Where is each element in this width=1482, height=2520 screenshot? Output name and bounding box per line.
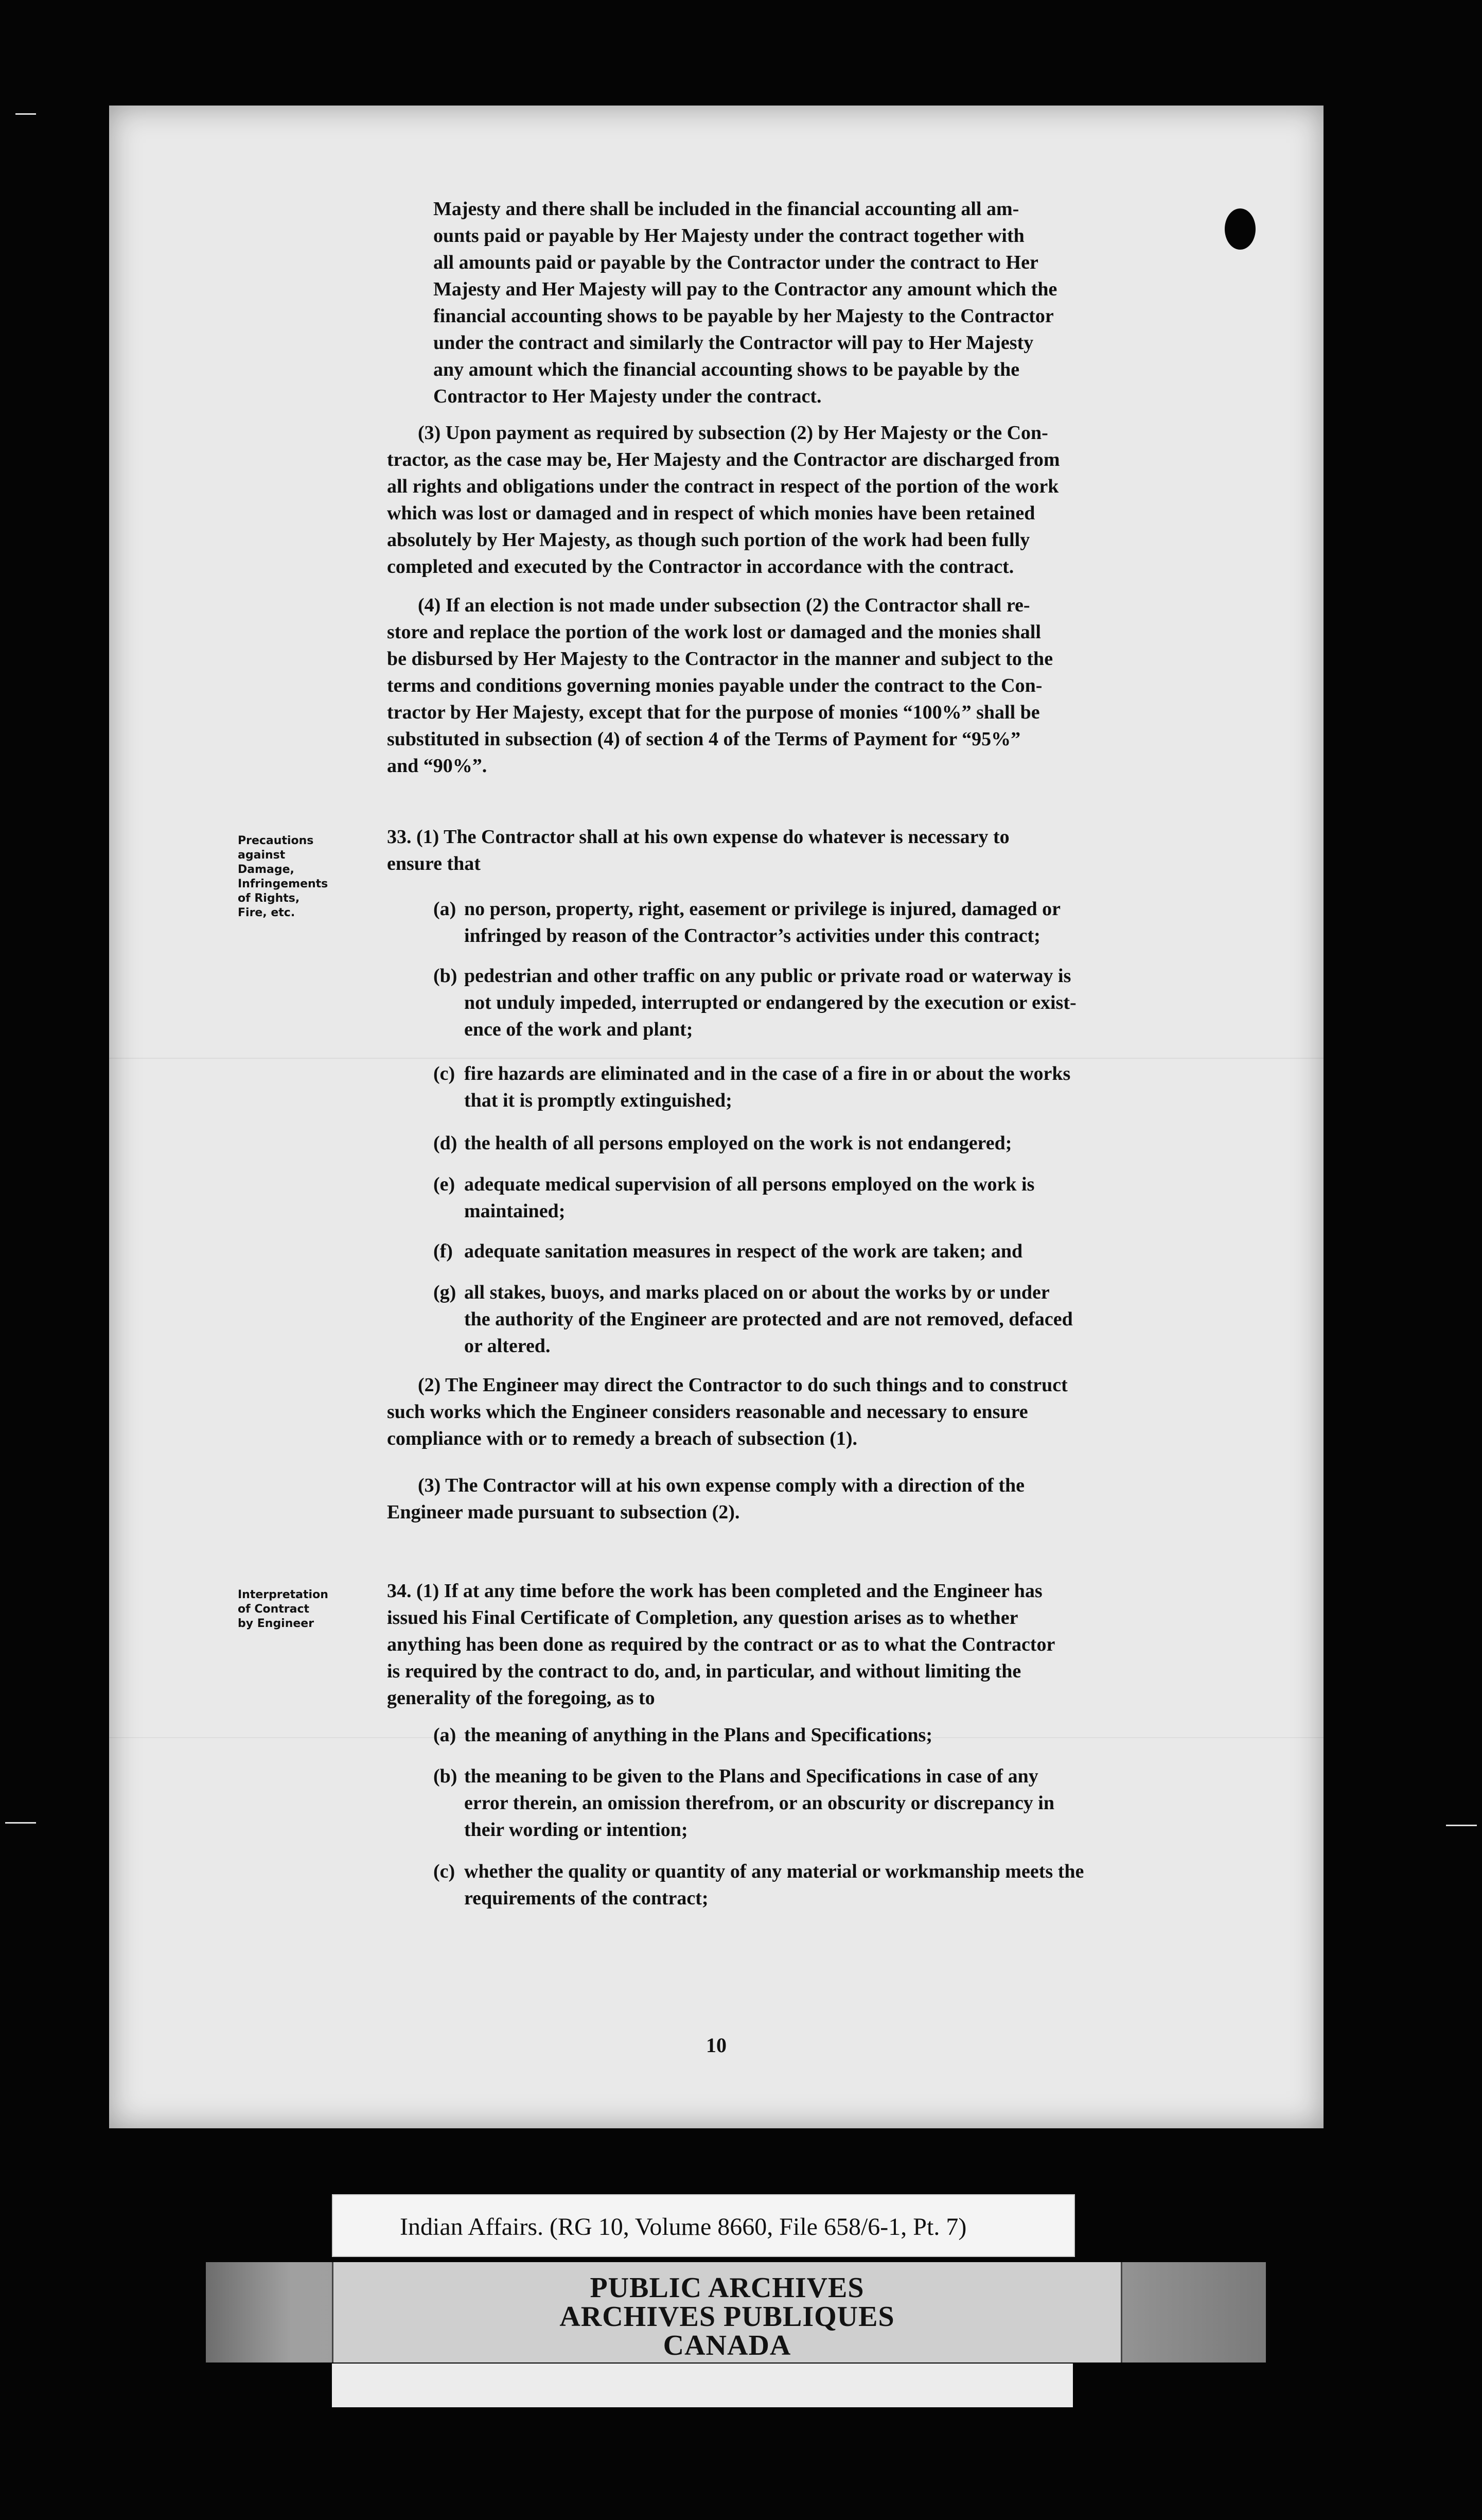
text-line: (4) If an election is not made under subsection (2) the Contractor shall re- [418, 594, 1030, 616]
text-line: such works which the Engineer considers reasonable and necessary to ensure [387, 1401, 1028, 1423]
margin-note-line: Interpretation [238, 1588, 328, 1601]
paragraph-4 [387, 592, 1293, 779]
archive-reference-text: Indian Affairs. (RG 10, Volume 8660, File 658/6-1, Pt. 7) [400, 2213, 967, 2241]
text-line: is required by the contract to do, and, in particular, and without limiting the [387, 1660, 1021, 1682]
item-text [464, 1060, 1293, 1114]
item-letter: (b) [433, 965, 457, 987]
archive-stamp [332, 2262, 1122, 2362]
stamp-line: ARCHIVES PUBLIQUES [559, 2301, 895, 2333]
item-text [464, 962, 1293, 1043]
item-letter: (a) [433, 1724, 456, 1746]
text-line: adequate sanitation measures in respect of the work are taken; and [464, 1240, 1023, 1262]
item-text [464, 1171, 1293, 1224]
margin-note-line: against [238, 849, 286, 862]
item-text [464, 1130, 1293, 1157]
text-line: terms and conditions governing monies payable under the contract to the Con- [387, 675, 1043, 696]
margin-note-line: by Engineer [238, 1617, 314, 1630]
margin-note-line: Fire, etc. [238, 906, 295, 919]
margin-note-line: of Contract [238, 1603, 310, 1616]
stamp-line: PUBLIC ARCHIVES [590, 2272, 864, 2304]
archive-stamp-band [206, 2262, 1266, 2362]
film-edge-mark [15, 113, 36, 115]
section-33-items [433, 896, 1293, 1441]
text-line: compliance with or to remedy a breach of subsection (1). [387, 1428, 858, 1449]
section-33-subsection-3 [387, 1472, 1293, 1526]
text-line: generality of the foregoing, as to [387, 1687, 655, 1709]
document-page [109, 106, 1324, 2128]
text-line: whether the quality or quantity of any material or workmanship meets the [464, 1861, 1084, 1882]
text-line: (3) The Contractor will at his own expense comply with a direction of the [418, 1475, 1025, 1496]
section-33-subsection-2 [387, 1372, 1293, 1452]
text-line: which was lost or damaged and in respect of which monies have been retained [387, 502, 1035, 524]
text-line: the meaning of anything in the Plans and Specifications; [464, 1724, 932, 1746]
text-line: no person, property, right, easement or privilege is injured, damaged or [464, 898, 1061, 920]
text-line: all rights and obligations under the contract in respect of the portion of the work [387, 476, 1059, 497]
text-line: Contractor to Her Majesty under the contract. [433, 386, 822, 407]
text-line: requirements of the contract; [464, 1887, 709, 1909]
text-line: under the contract and similarly the Contractor will pay to Her Majesty [433, 332, 1034, 354]
item-letter: (g) [433, 1282, 456, 1303]
archive-label-base [332, 2364, 1073, 2407]
section-33-intro [387, 824, 1293, 877]
text-line: any amount which the financial accounting shows to be payable by the [433, 359, 1020, 380]
text-line: ence of the work and plant; [464, 1019, 693, 1040]
margin-note-line: Damage, [238, 863, 294, 876]
item-letter: (e) [433, 1174, 455, 1195]
text-line: or altered. [464, 1335, 551, 1357]
text-line: the meaning to be given to the Plans and Specifications in case of any [464, 1765, 1038, 1787]
text-line: maintained; [464, 1200, 566, 1222]
item-text [464, 1279, 1293, 1359]
text-line: that it is promptly extinguished; [464, 1090, 732, 1111]
margin-note-section-33 [238, 834, 356, 920]
text-line: the health of all persons employed on the work is not endangered; [464, 1132, 1012, 1154]
text-line: (3) Upon payment as required by subsection (2) by Her Majesty or the Con- [418, 422, 1048, 444]
text-line: completed and executed by the Contractor in accordance with the contract. [387, 556, 1014, 577]
text-line: substituted in subsection (4) of section 4 of the Terms of Payment for “95%” [387, 728, 1021, 750]
text-line: all amounts paid or payable by the Contractor under the contract to Her [433, 252, 1038, 273]
text-line: absolutely by Her Majesty, as though such portion of the work had been fully [387, 529, 1030, 551]
margin-note-line: Infringements [238, 878, 328, 890]
text-line: and “90%”. [387, 755, 487, 777]
section-34-items [433, 1722, 1293, 2031]
text-line: 34. (1) If at any time before the work has been completed and the Engineer has [387, 1580, 1043, 1602]
text-line: tractor, as the case may be, Her Majesty and the Contractor are discharged from [387, 449, 1060, 470]
item-letter: (d) [433, 1132, 457, 1154]
text-line: Majesty and Her Majesty will pay to the Contractor any amount which the [433, 278, 1057, 300]
text-line: their wording or intention; [464, 1819, 688, 1841]
item-letter: (c) [433, 1861, 455, 1882]
item-text [464, 1858, 1293, 1912]
text-line: 33. (1) The Contractor shall at his own expense do whatever is necessary to [387, 826, 1010, 848]
text-line: Majesty and there shall be included in the financial accounting all am- [433, 198, 1019, 220]
item-text [464, 896, 1293, 949]
text-line: issued his Final Certificate of Completion, any question arises as to whether [387, 1607, 1018, 1629]
film-edge-mark [1446, 1825, 1477, 1826]
text-line: financial accounting shows to be payable by her Majesty to the Contractor [433, 305, 1054, 327]
item-letter: (b) [433, 1765, 457, 1787]
section-34-intro [387, 1578, 1293, 1711]
continuation-paragraph [433, 196, 1293, 410]
punch-hole [1225, 208, 1256, 250]
margin-note-section-34 [238, 1588, 356, 1631]
item-letter: (a) [433, 898, 456, 920]
margin-note-line: of Rights, [238, 892, 300, 905]
archive-reference-label [332, 2194, 1075, 2257]
text-line: infringed by reason of the Contractor’s activities under this contract; [464, 925, 1040, 947]
text-line: pedestrian and other traffic on any public or private road or waterway is [464, 965, 1071, 987]
item-letter: (c) [433, 1063, 455, 1084]
text-line: tractor by Her Majesty, except that for the purpose of monies “100%” shall be [387, 702, 1040, 723]
text-line: be disbursed by Her Majesty to the Contractor in the manner and subject to the [387, 648, 1053, 670]
text-line: ounts paid or payable by Her Majesty under the contract together with [433, 225, 1025, 247]
text-line: (2) The Engineer may direct the Contractor to do such things and to construct [418, 1374, 1068, 1396]
text-line: not unduly impeded, interrupted or endangered by the execution or exist- [464, 992, 1077, 1013]
page-number: 10 [706, 2034, 727, 2057]
archive-stamp-text [333, 2273, 1121, 2360]
text-line: anything has been done as required by the contract or as to what the Contractor [387, 1634, 1055, 1655]
stamp-line: CANADA [663, 2330, 791, 2361]
text-line: all stakes, buoys, and marks placed on or about the works by or under [464, 1282, 1050, 1303]
text-line: ensure that [387, 853, 481, 874]
paragraph-3 [387, 419, 1293, 580]
margin-note-line: Precautions [238, 834, 314, 847]
text-line: adequate medical supervision of all persons employed on the work is [464, 1174, 1035, 1195]
item-text [464, 1763, 1293, 1843]
item-text [464, 1238, 1293, 1265]
item-text [464, 1722, 1293, 1748]
text-line: the authority of the Engineer are protected and are not removed, defaced [464, 1308, 1073, 1330]
text-line: error therein, an omission therefrom, or an obscurity or discrepancy in [464, 1792, 1054, 1814]
text-line: fire hazards are eliminated and in the case of a fire in or about the works [464, 1063, 1071, 1084]
item-letter: (f) [433, 1240, 453, 1262]
film-edge-mark [5, 1822, 36, 1824]
text-line: store and replace the portion of the work lost or damaged and the monies shall [387, 621, 1041, 643]
text-line: Engineer made pursuant to subsection (2). [387, 1501, 740, 1523]
